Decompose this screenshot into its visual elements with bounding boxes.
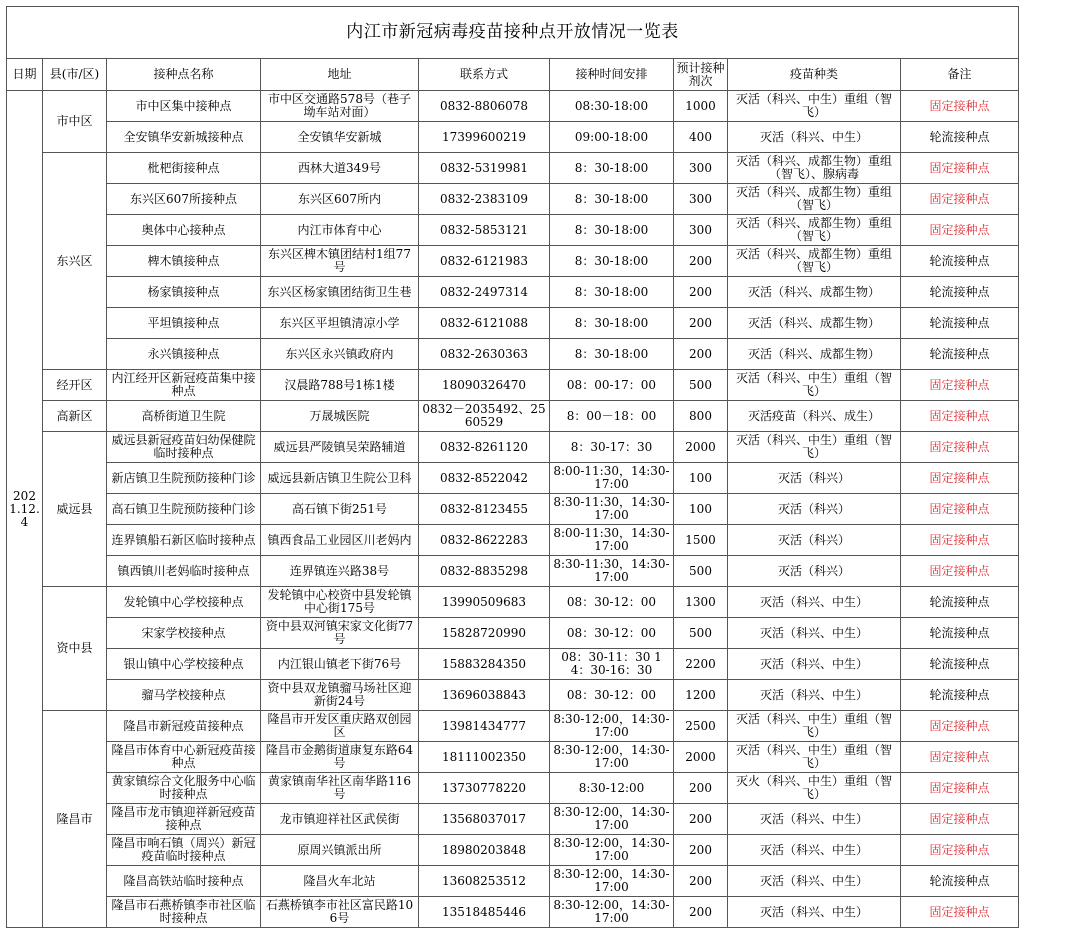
- vaccine-cell: 灭活（科兴、中生）: [728, 804, 901, 835]
- address-cell: 资中县双河镇宋家文化街77号: [261, 618, 419, 649]
- county-cell: 隆昌市: [43, 711, 107, 928]
- contact-cell: 0832-8835298: [419, 556, 550, 587]
- site-name-cell: 隆昌市体育中心新冠疫苗接种点: [107, 742, 261, 773]
- table-row: [7, 804, 1019, 835]
- header-address: 地址: [261, 59, 419, 91]
- vaccination-sites-table: [6, 6, 1019, 928]
- vaccine-cell: 灭活（科兴）: [728, 525, 901, 556]
- county-cell: 市中区: [43, 91, 107, 153]
- vaccine-cell: 灭活疫苗（科兴、成生）: [728, 401, 901, 432]
- note-cell: 固定接种点: [901, 742, 1019, 773]
- site-name-cell: 高桥街道卫生院: [107, 401, 261, 432]
- note-cell: 轮流接种点: [901, 618, 1019, 649]
- table-row: [7, 91, 1019, 122]
- county-cell: 东兴区: [43, 153, 107, 370]
- time-cell: 8：30-18:00: [550, 153, 674, 184]
- vaccine-cell: 灭活（科兴、中生）: [728, 680, 901, 711]
- table-row: [7, 432, 1019, 463]
- contact-cell: 13608253512: [419, 866, 550, 897]
- header-doses: 预计接种剂次: [674, 59, 728, 91]
- contact-cell: 0832-6121088: [419, 308, 550, 339]
- note-cell: 轮流接种点: [901, 339, 1019, 370]
- vaccine-cell: 灭活（科兴、成都生物）重组（智飞）、腺病毒: [728, 153, 901, 184]
- time-cell: 08:30-18:00: [550, 91, 674, 122]
- site-name-cell: 全安镇华安新城接种点: [107, 122, 261, 153]
- site-name-cell: 连界镇船石新区临时接种点: [107, 525, 261, 556]
- vaccine-cell: 灭活（科兴、中生）: [728, 649, 901, 680]
- header-time: 接种时间安排: [550, 59, 674, 91]
- doses-cell: 500: [674, 618, 728, 649]
- doses-cell: 2500: [674, 711, 728, 742]
- time-cell: 8：00－18：00: [550, 401, 674, 432]
- address-cell: 发轮镇中心校资中县发轮镇中心街175号: [261, 587, 419, 618]
- contact-cell: 0832-8123455: [419, 494, 550, 525]
- doses-cell: 200: [674, 339, 728, 370]
- vaccine-cell: 灭活（科兴、成都生物）: [728, 308, 901, 339]
- table-row: [7, 556, 1019, 587]
- address-cell: 内江银山镇老下街76号: [261, 649, 419, 680]
- site-name-cell: 宋家学校接种点: [107, 618, 261, 649]
- doses-cell: 2000: [674, 742, 728, 773]
- vaccine-cell: 灭活（科兴、中生）重组（智飞）: [728, 711, 901, 742]
- address-cell: 高石镇下街251号: [261, 494, 419, 525]
- table-row: [7, 401, 1019, 432]
- site-name-cell: 银山镇中心学校接种点: [107, 649, 261, 680]
- doses-cell: 300: [674, 215, 728, 246]
- address-cell: 威远县新店镇卫生院公卫科: [261, 463, 419, 494]
- time-cell: 09:00-18:00: [550, 122, 674, 153]
- table-row: [7, 742, 1019, 773]
- note-cell: 固定接种点: [901, 835, 1019, 866]
- address-cell: 资中县双龙镇骝马场社区迎新街24号: [261, 680, 419, 711]
- table-row: [7, 649, 1019, 680]
- date-cell: 2021.12.4: [7, 91, 43, 928]
- table-title: 内江市新冠病毒疫苗接种点开放情况一览表: [7, 7, 1019, 59]
- contact-cell: 0832－2035492、2560529: [419, 401, 550, 432]
- note-cell: 固定接种点: [901, 153, 1019, 184]
- doses-cell: 300: [674, 153, 728, 184]
- time-cell: 8：30-18:00: [550, 277, 674, 308]
- header-note: 备注: [901, 59, 1019, 91]
- contact-cell: 0832-2630363: [419, 339, 550, 370]
- site-name-cell: 平坦镇接种点: [107, 308, 261, 339]
- table-row: [7, 494, 1019, 525]
- doses-cell: 1200: [674, 680, 728, 711]
- site-name-cell: 新店镇卫生院预防接种门诊: [107, 463, 261, 494]
- site-name-cell: 隆昌市新冠疫苗接种点: [107, 711, 261, 742]
- doses-cell: 200: [674, 804, 728, 835]
- note-cell: 固定接种点: [901, 773, 1019, 804]
- address-cell: 东兴区永兴镇政府内: [261, 339, 419, 370]
- note-cell: 固定接种点: [901, 91, 1019, 122]
- address-cell: 东兴区椑木镇团结村1组77号: [261, 246, 419, 277]
- header-row: [7, 59, 1019, 91]
- doses-cell: 300: [674, 184, 728, 215]
- site-name-cell: 枇杷街接种点: [107, 153, 261, 184]
- note-cell: 轮流接种点: [901, 866, 1019, 897]
- note-cell: 轮流接种点: [901, 277, 1019, 308]
- address-cell: 东兴区607所内: [261, 184, 419, 215]
- vaccine-cell: 灭活（科兴、中生）: [728, 897, 901, 928]
- site-name-cell: 市中区集中接种点: [107, 91, 261, 122]
- time-cell: 08：00-17：00: [550, 370, 674, 401]
- contact-cell: 0832-8806078: [419, 91, 550, 122]
- site-name-cell: 永兴镇接种点: [107, 339, 261, 370]
- contact-cell: 17399600219: [419, 122, 550, 153]
- time-cell: 8:30-11:30，14:30-17:00: [550, 494, 674, 525]
- site-name-cell: 杨家镇接种点: [107, 277, 261, 308]
- table-row: [7, 835, 1019, 866]
- note-cell: 轮流接种点: [901, 680, 1019, 711]
- time-cell: 8:30-12:00，14:30-17:00: [550, 897, 674, 928]
- vaccine-cell: 灭活（科兴、中生）重组（智飞）: [728, 742, 901, 773]
- site-name-cell: 奥体中心接种点: [107, 215, 261, 246]
- time-cell: 08：30-12：00: [550, 587, 674, 618]
- header-date: 日期: [7, 59, 43, 91]
- doses-cell: 200: [674, 866, 728, 897]
- contact-cell: 0832-8622283: [419, 525, 550, 556]
- vaccine-cell: 灭活（科兴）: [728, 463, 901, 494]
- header-county: 县(市/区): [43, 59, 107, 91]
- contact-cell: 18090326470: [419, 370, 550, 401]
- table-row: [7, 308, 1019, 339]
- vaccine-cell: 灭活（科兴、成都生物）: [728, 277, 901, 308]
- note-cell: 轮流接种点: [901, 308, 1019, 339]
- table-row: [7, 122, 1019, 153]
- doses-cell: 500: [674, 370, 728, 401]
- time-cell: 8:30-12:00，14:30-17:00: [550, 866, 674, 897]
- note-cell: 固定接种点: [901, 711, 1019, 742]
- contact-cell: 13730778220: [419, 773, 550, 804]
- site-name-cell: 威远县新冠疫苗妇幼保健院临时接种点: [107, 432, 261, 463]
- time-cell: 8：30-18:00: [550, 184, 674, 215]
- contact-cell: 0832-5319981: [419, 153, 550, 184]
- time-cell: 8：30-18:00: [550, 215, 674, 246]
- time-cell: 8:00-11:30，14:30-17:00: [550, 463, 674, 494]
- time-cell: 8:30-11:30，14:30-17:00: [550, 556, 674, 587]
- note-cell: 固定接种点: [901, 184, 1019, 215]
- vaccine-cell: 灭活（科兴、成都生物）: [728, 339, 901, 370]
- note-cell: 固定接种点: [901, 215, 1019, 246]
- site-name-cell: 椑木镇接种点: [107, 246, 261, 277]
- note-cell: 轮流接种点: [901, 649, 1019, 680]
- doses-cell: 200: [674, 246, 728, 277]
- doses-cell: 1500: [674, 525, 728, 556]
- vaccine-cell: 灭活（科兴、中生）: [728, 122, 901, 153]
- doses-cell: 400: [674, 122, 728, 153]
- contact-cell: 18980203848: [419, 835, 550, 866]
- address-cell: 汉晨路788号1栋1楼: [261, 370, 419, 401]
- site-name-cell: 骝马学校接种点: [107, 680, 261, 711]
- site-name-cell: 黄家镇综合文化服务中心临时接种点: [107, 773, 261, 804]
- time-cell: 8:30-12:00: [550, 773, 674, 804]
- vaccine-cell: 灭活（科兴、中生）重组（智飞）: [728, 91, 901, 122]
- table-row: [7, 525, 1019, 556]
- contact-cell: 15828720990: [419, 618, 550, 649]
- time-cell: 8:30-12:00，14:30-17:00: [550, 711, 674, 742]
- note-cell: 固定接种点: [901, 556, 1019, 587]
- table-row: [7, 215, 1019, 246]
- address-cell: 市中区交通路578号（巷子坳车站对面）: [261, 91, 419, 122]
- table-row: [7, 370, 1019, 401]
- table-row: [7, 246, 1019, 277]
- time-cell: 8：30-18:00: [550, 246, 674, 277]
- doses-cell: 100: [674, 463, 728, 494]
- doses-cell: 100: [674, 494, 728, 525]
- time-cell: 8:30-12:00，14:30-17:00: [550, 835, 674, 866]
- time-cell: 08：30-12：00: [550, 618, 674, 649]
- site-name-cell: 隆昌市石燕桥镇李市社区临时接种点: [107, 897, 261, 928]
- time-cell: 08：30-12：00: [550, 680, 674, 711]
- table-row: [7, 773, 1019, 804]
- note-cell: 轮流接种点: [901, 587, 1019, 618]
- table-row: [7, 866, 1019, 897]
- doses-cell: 1300: [674, 587, 728, 618]
- address-cell: 石燕桥镇李市社区富民路106号: [261, 897, 419, 928]
- vaccine-cell: 灭活（科兴、中生）: [728, 866, 901, 897]
- note-cell: 轮流接种点: [901, 246, 1019, 277]
- doses-cell: 200: [674, 277, 728, 308]
- address-cell: 龙市镇迎祥社区武侯街: [261, 804, 419, 835]
- time-cell: 8：30-17：30: [550, 432, 674, 463]
- contact-cell: 0832-2383109: [419, 184, 550, 215]
- address-cell: 隆昌市金鹅街道康复东路64号: [261, 742, 419, 773]
- table-row: [7, 618, 1019, 649]
- address-cell: 内江市体育中心: [261, 215, 419, 246]
- table-row: [7, 339, 1019, 370]
- note-cell: 固定接种点: [901, 804, 1019, 835]
- doses-cell: 500: [674, 556, 728, 587]
- county-cell: 经开区: [43, 370, 107, 401]
- table-row: [7, 153, 1019, 184]
- address-cell: 东兴区杨家镇团结街卫生巷: [261, 277, 419, 308]
- address-cell: 西林大道349号: [261, 153, 419, 184]
- time-cell: 8：30-18:00: [550, 308, 674, 339]
- address-cell: 黄家镇南华社区南华路116号: [261, 773, 419, 804]
- address-cell: 镇西食品工业园区川老妈内: [261, 525, 419, 556]
- note-cell: 固定接种点: [901, 494, 1019, 525]
- county-cell: 资中县: [43, 587, 107, 711]
- note-cell: 固定接种点: [901, 432, 1019, 463]
- vaccine-cell: 灭活（科兴、中生）: [728, 587, 901, 618]
- contact-cell: 13981434777: [419, 711, 550, 742]
- site-name-cell: 隆昌市响石镇（周兴）新冠疫苗临时接种点: [107, 835, 261, 866]
- note-cell: 轮流接种点: [901, 122, 1019, 153]
- contact-cell: 18111002350: [419, 742, 550, 773]
- header-vaccine: 疫苗种类: [728, 59, 901, 91]
- vaccine-cell: 灭活（科兴、中生）重组（智飞）: [728, 432, 901, 463]
- time-cell: 8:30-12:00，14:30-17:00: [550, 742, 674, 773]
- contact-cell: 15883284350: [419, 649, 550, 680]
- address-cell: 隆昌市开发区重庆路双创园区: [261, 711, 419, 742]
- county-cell: 高新区: [43, 401, 107, 432]
- table-row: [7, 897, 1019, 928]
- contact-cell: 13696038843: [419, 680, 550, 711]
- table-row: [7, 711, 1019, 742]
- time-cell: 8:00-11:30，14:30-17:00: [550, 525, 674, 556]
- doses-cell: 2000: [674, 432, 728, 463]
- site-name-cell: 内江经开区新冠疫苗集中接种点: [107, 370, 261, 401]
- site-name-cell: 东兴区607所接种点: [107, 184, 261, 215]
- table-row: [7, 277, 1019, 308]
- vaccine-cell: 灭活（科兴）: [728, 494, 901, 525]
- site-name-cell: 镇西镇川老妈临时接种点: [107, 556, 261, 587]
- contact-cell: 0832-8522042: [419, 463, 550, 494]
- table-row: [7, 680, 1019, 711]
- address-cell: 威远县严陵镇吴荣路辅道: [261, 432, 419, 463]
- site-name-cell: 隆昌市龙市镇迎祥新冠疫苗接种点: [107, 804, 261, 835]
- vaccine-cell: 灭活（科兴、成都生物）重组（智飞）: [728, 246, 901, 277]
- vaccine-cell: 灭活（科兴）: [728, 556, 901, 587]
- time-cell: 08：30-11：30 14：30-16：30: [550, 649, 674, 680]
- vaccine-cell: 灭活（科兴、中生）重组（智飞）: [728, 370, 901, 401]
- address-cell: 全安镇华安新城: [261, 122, 419, 153]
- note-cell: 固定接种点: [901, 370, 1019, 401]
- vaccine-cell: 灭活（科兴、中生）: [728, 618, 901, 649]
- note-cell: 固定接种点: [901, 525, 1019, 556]
- site-name-cell: 高石镇卫生院预防接种门诊: [107, 494, 261, 525]
- site-name-cell: 隆昌高铁站临时接种点: [107, 866, 261, 897]
- contact-cell: 0832-6121983: [419, 246, 550, 277]
- address-cell: 原周兴镇派出所: [261, 835, 419, 866]
- note-cell: 固定接种点: [901, 897, 1019, 928]
- doses-cell: 200: [674, 308, 728, 339]
- county-cell: 威远县: [43, 432, 107, 587]
- table-row: [7, 463, 1019, 494]
- address-cell: 万晟城医院: [261, 401, 419, 432]
- contact-cell: 13990509683: [419, 587, 550, 618]
- address-cell: 连界镇连兴路38号: [261, 556, 419, 587]
- vaccine-cell: 灭活（科兴、中生）: [728, 835, 901, 866]
- contact-cell: 0832-2497314: [419, 277, 550, 308]
- header-site-name: 接种点名称: [107, 59, 261, 91]
- address-cell: 东兴区平坦镇清凉小学: [261, 308, 419, 339]
- contact-cell: 13568037017: [419, 804, 550, 835]
- spreadsheet: [6, 6, 1019, 928]
- contact-cell: 13518485446: [419, 897, 550, 928]
- vaccine-cell: 灭火（科兴、中生）重组（智飞）: [728, 773, 901, 804]
- site-name-cell: 发轮镇中心学校接种点: [107, 587, 261, 618]
- doses-cell: 800: [674, 401, 728, 432]
- vaccine-cell: 灭活（科兴、成都生物）重组（智飞）: [728, 184, 901, 215]
- vaccine-cell: 灭活（科兴、成都生物）重组（智飞）: [728, 215, 901, 246]
- doses-cell: 200: [674, 897, 728, 928]
- note-cell: 固定接种点: [901, 401, 1019, 432]
- table-row: [7, 587, 1019, 618]
- note-cell: 固定接种点: [901, 463, 1019, 494]
- doses-cell: 200: [674, 773, 728, 804]
- contact-cell: 0832-8261120: [419, 432, 550, 463]
- doses-cell: 200: [674, 835, 728, 866]
- time-cell: 8:30-12:00，14:30-17:00: [550, 804, 674, 835]
- doses-cell: 1000: [674, 91, 728, 122]
- table-row: [7, 184, 1019, 215]
- header-contact: 联系方式: [419, 59, 550, 91]
- time-cell: 8：30-18:00: [550, 339, 674, 370]
- doses-cell: 2200: [674, 649, 728, 680]
- address-cell: 隆昌火车北站: [261, 866, 419, 897]
- contact-cell: 0832-5853121: [419, 215, 550, 246]
